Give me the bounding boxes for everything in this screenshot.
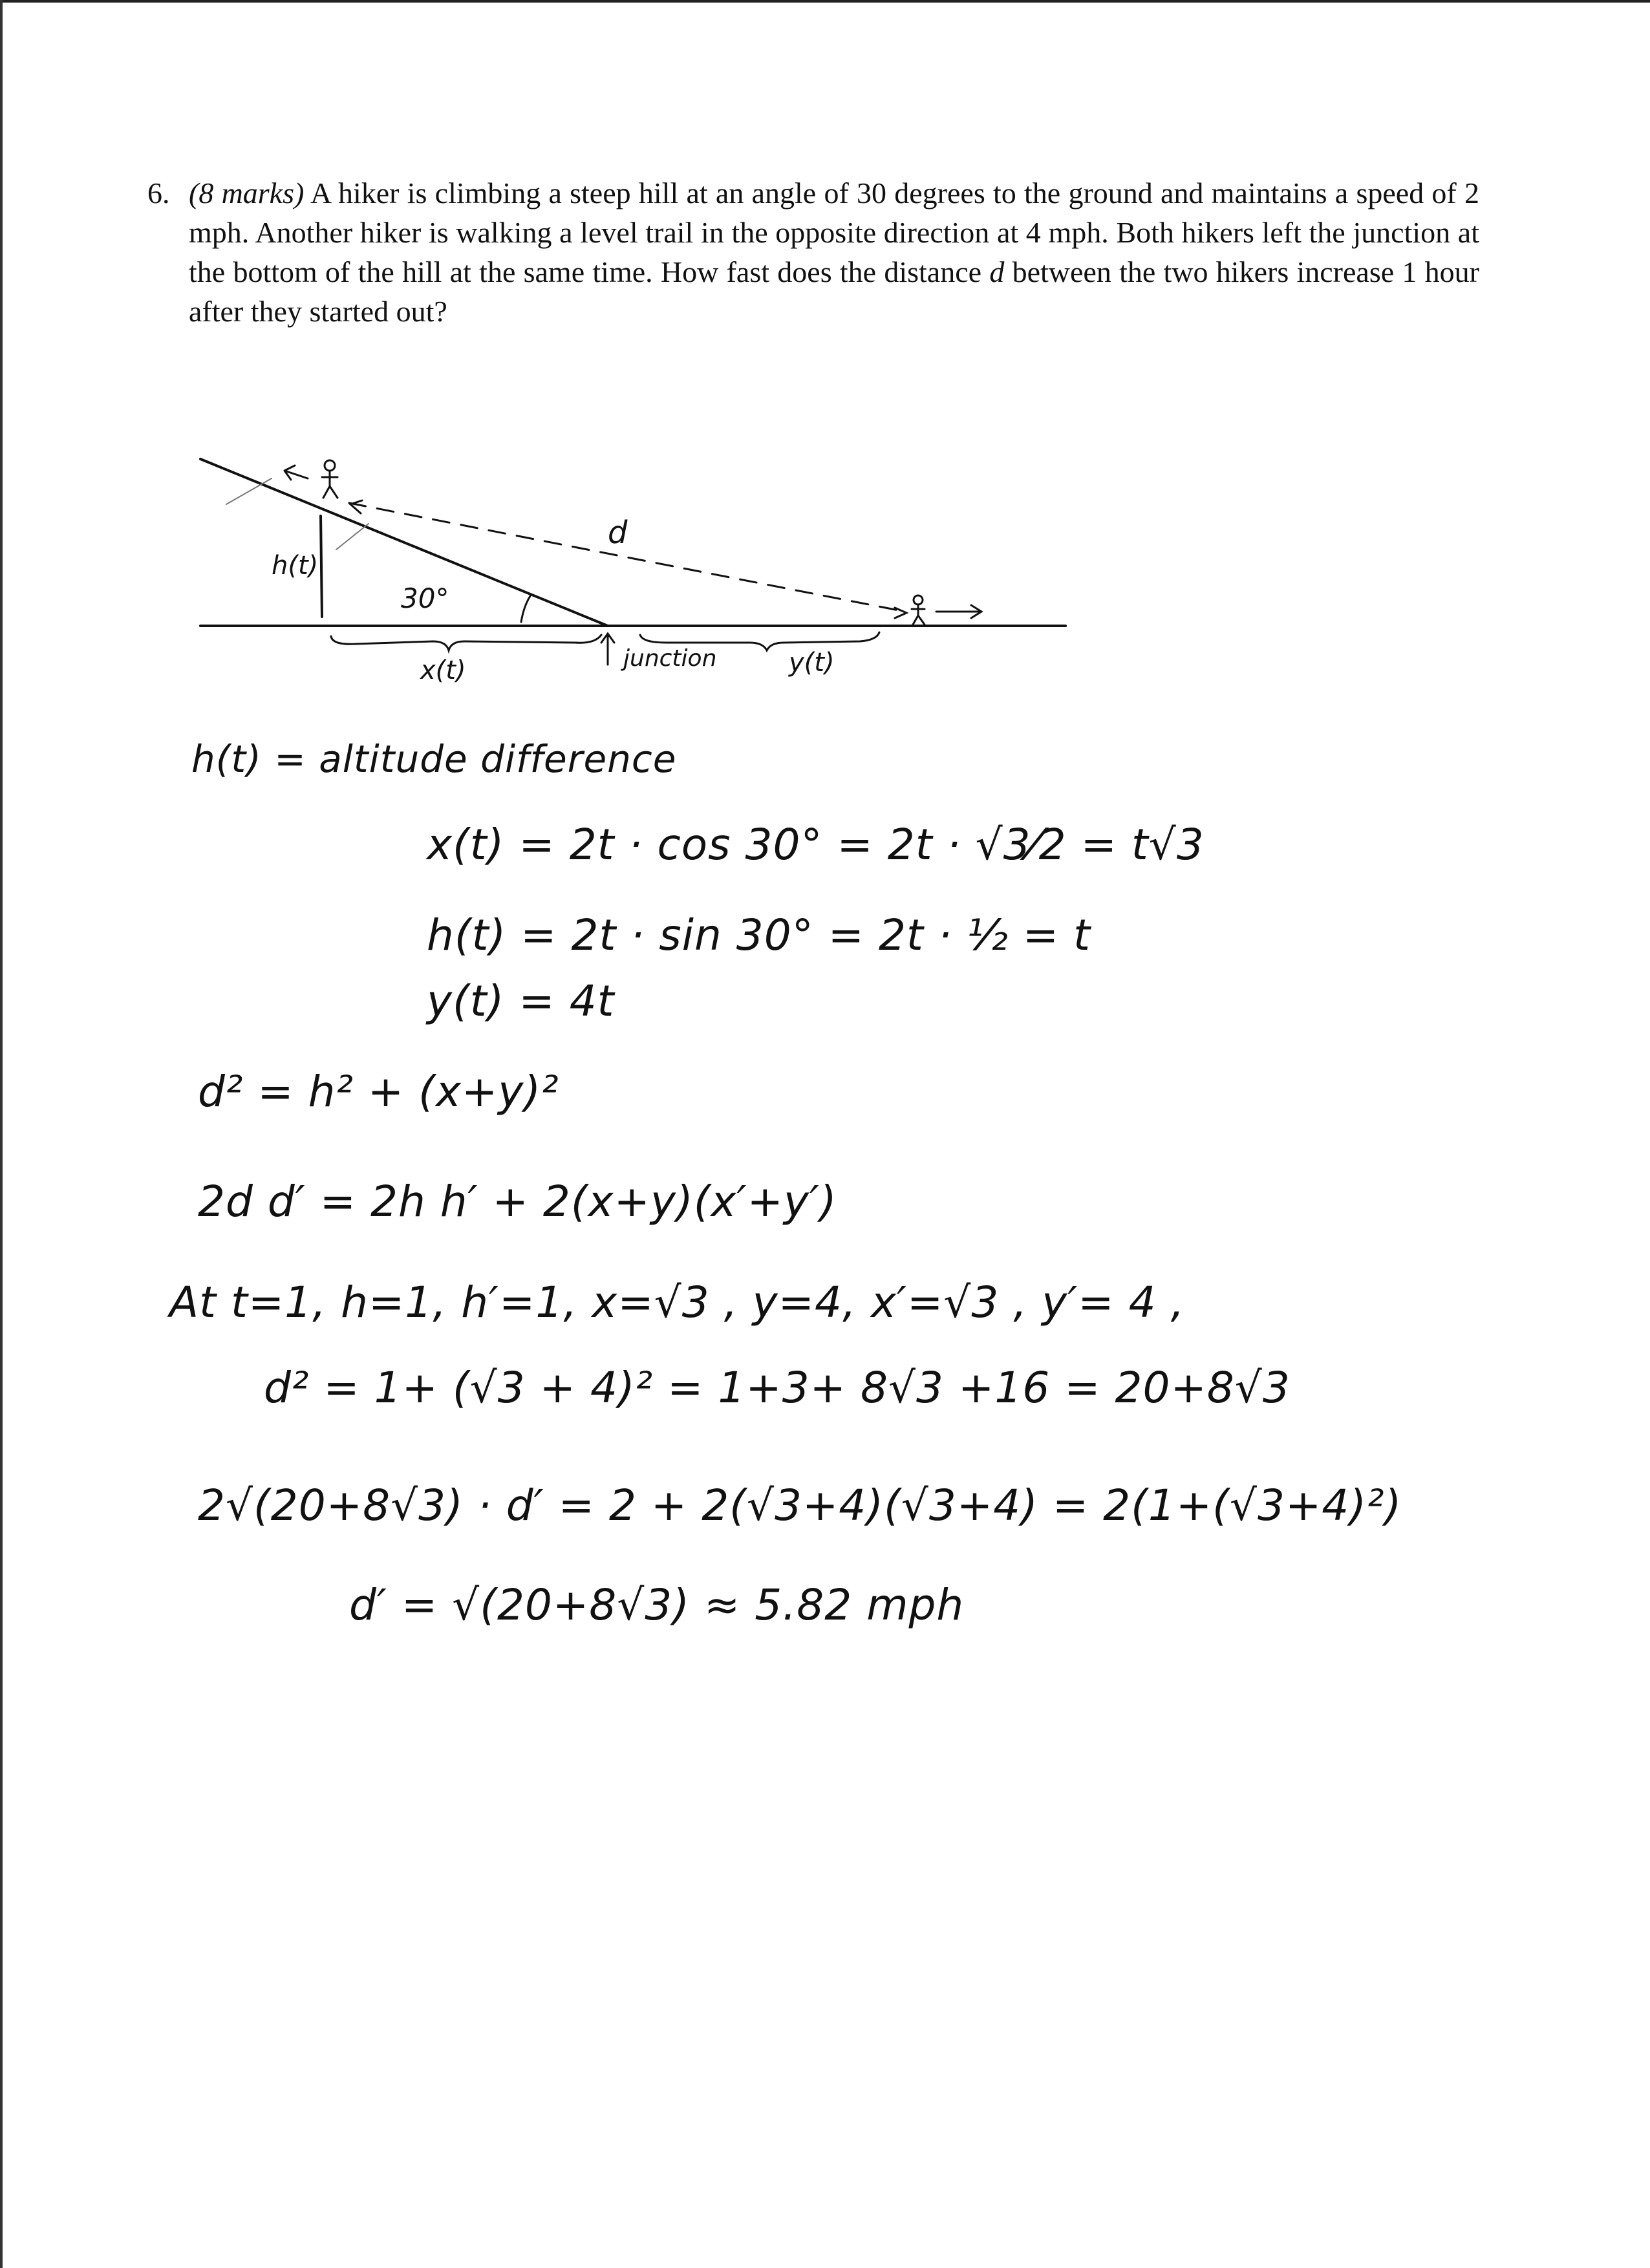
work-derivative: 2d d′ = 2h h′ + 2(x+y)(x′+y′)	[198, 1177, 837, 1226]
work-y-equation: y(t) = 4t	[427, 976, 615, 1026]
label-x: x(t)	[420, 656, 466, 685]
problem-text-end: between the two hikers increase 1 hour after they started out?	[189, 255, 1479, 328]
work-x-equation: x(t) = 2t · cos 30° = 2t · √3⁄2 = t√3	[427, 820, 1205, 870]
work-solve-for-d-prime: 2√(20+8√3) · d′ = 2 + 2(√3+4)(√3+4) = 2(1+(√3+4)²)	[198, 1481, 1402, 1530]
work-h-definition: h(t) = altitude difference	[191, 737, 677, 781]
problem-variable: d	[989, 255, 1005, 288]
label-junction: junction	[623, 645, 717, 672]
label-angle: 30°	[401, 583, 449, 614]
work-d-squared-value: d² = 1+ (√3 + 4)² = 1+3+ 8√3 +16 = 20+8√3	[264, 1363, 1291, 1413]
label-d: d	[608, 515, 628, 551]
problem-marks: (8 marks)	[189, 177, 305, 209]
problem-number: 6.	[147, 177, 170, 209]
work-h-equation: h(t) = 2t · sin 30° = 2t · ½ = t	[427, 910, 1091, 960]
problem-text: A hiker is climbing a steep hill at an angle of 30 degrees to the ground and maintains a speed of 2 mph. Another hiker is walking a level trail in the opposite direction at 4 mph. Both hikers left the junction at the bottom of the hill at the same time. How fast does the distance	[189, 177, 1480, 288]
work-d-squared: d² = h² + (x+y)²	[198, 1067, 559, 1117]
label-y: y(t)	[789, 648, 835, 678]
label-h: h(t)	[272, 551, 319, 581]
work-values-at-t1: At t=1, h=1, h′=1, x=√3 , y=4, x′=√3 , y′= 4 ,	[169, 1278, 1185, 1327]
work-result: d′ = √(20+8√3) ≈ 5.82 mph	[349, 1580, 965, 1630]
